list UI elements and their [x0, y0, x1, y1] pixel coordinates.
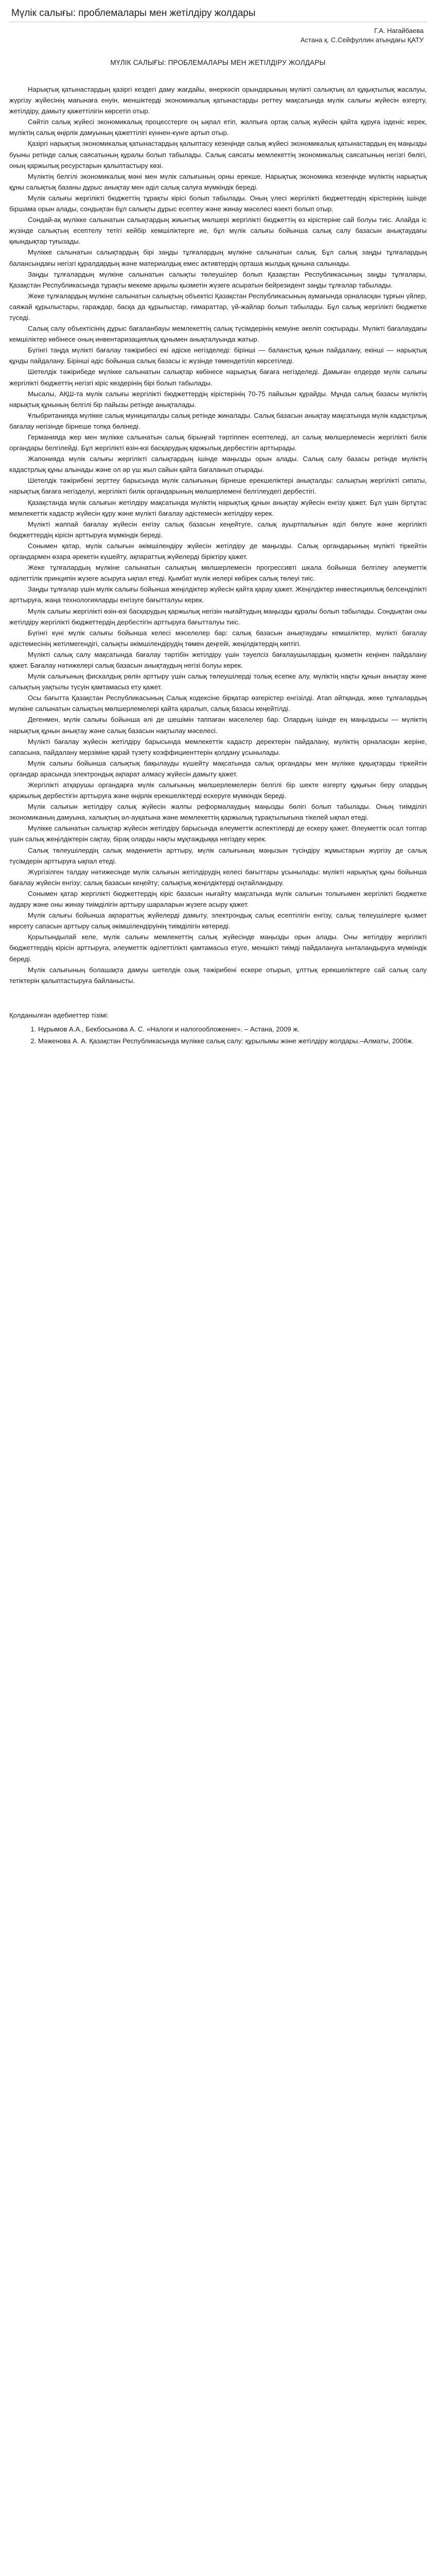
- body-paragraph: Германияда жер мен мүлікке салынатын салық бірыңғай тәртіппен есептеледі, ал салық мөлшерлемесін жергілікті билік органдары белгілейді. Бұл жергілікті өзін-өзі басқарудың қаржылық дербестігін арттырады.: [9, 433, 427, 452]
- body-paragraph: Салық төлеушілердің салық мәдениетін арттыру, мүлік салығының маңызын түсіндіру жұмыстарын жүргізу де салық түсімдерін арттыруға ықпал етеді.: [9, 846, 427, 865]
- body-paragraph: Бүгінгі таңда мүлікті бағалау тәжірибесі екі әдіске негізделеді: бірінші — баланстық құнын пайдалану, екінші — нарықтық құнды пайдалану. Бірінші әдіс бойынша салық базасы іс жүзінде төмендетіліп көрсетіледі.: [9, 346, 427, 365]
- body-paragraph: Қорытындылай келе, мүлік салығы мемлекеттің салық жүйесінде маңызды орын алады. Оны жетілдіру жергілікті бюджеттердің кірісін арттыруға, әлеуметтік әділеттілікті қамтамасыз етуге, меншікті тиімді пайдалануға ынталандыруға мүмкіндік береді.: [9, 933, 427, 963]
- body-paragraph: Салық салу объектісінің дұрыс бағаланбауы мемлекеттің салық түсімдерінің кемуіне әкеліп соқтырады. Мүлікті бағалаудағы кемшіліктер көбінесе оның инвентаризациялық құнымен анықталуында жатыр.: [9, 325, 427, 344]
- body-paragraph: Мүлік салығы бойынша ақпараттық жүйелерді дамыту, электрондық салық есептілігін енгізу, салық төлеушілерге қызмет көрсету сапасын арттыру салық әкімшілендіруінің тиімділігін көтереді.: [9, 911, 427, 930]
- body-paragraph: Мүлікті салық салу мақсатында бағалау тәртібін жетілдіру үшін тәуелсіз бағалаушылардың қызметін кеңінен пайдалану қажет. Бағалау нәтижелері салық базасын анықтаудың негізі болуы керек.: [9, 650, 427, 669]
- body-paragraph: Сөйтіп салық жүйесі экономикалық процесстерге оң ықпал етіп, жалпыға ортақ салық жүйесін қайта құруға ізденіс керек, мүліктің салық өңірлік дамуының қажеттілігі күннен-күнге артып отыр.: [9, 118, 427, 137]
- body-paragraph: Жергілікті атқарушы органдарға мүлік салығының мөлшерлемелерін белгілі бір шекте өзгерту құқығын беру олардың қаржылық дербестігін арттыруға және өңірлік ерекшеліктерді ескеруге мүмкіндік береді.: [9, 781, 427, 800]
- body-paragraph: Мүлікке салынатын салықтардың бірі заңды тұлғалардың мүлкіне салынатын салық. Бұл салық заңды тұлғалардың балансындағы негізгі құралдардың және материалдық емес активтердің орташа жылдық құнына салынады.: [9, 248, 427, 267]
- body-paragraph: Бүгінгі күні мүлік салығы бойынша келесі мәселелер бар: салық базасын анықтаудағы кемшіліктер, мүлікті бағалау әдістемесінің жетілмегендігі, салықты әкімшілендірудің төмен деңгейі, жеңілдіктердің көптігі.: [9, 629, 427, 648]
- body-paragraph: Қазіргі нарықтық экономикалық қатынастардың қалыптасу кезеңінде салық жүйесі экономикалық қатынастардың ең маңызды буыны ретінде салық саясатының құралы болып табылады. Салық саясаты мемлекеттің экономикалық саясатының негізгі бөлігі, оның қаржылық ресурстарын қалыптастыру көзі.: [9, 140, 427, 170]
- article-body: [9, 84, 427, 986]
- body-paragraph: Мүлік салығы жергілікті бюджеттің тұрақты кірісі болып табылады. Оның үлесі жергілікті бюджеттердің кірістерінің ішінде біршама орын алады, сондықтан бұл салықты дұрыс есептеу және жинау мәселесі өзекті болып отыр.: [9, 194, 427, 213]
- body-paragraph: Шетелдік тәжірибеде мүлікке салынатын салықтар көбінесе нарықтық бағаға негізделеді. Дамыған елдерде мүлік салығы жергілікті бюджеттің негізгі кіріс көздерінің бірі болып табылады.: [9, 368, 427, 387]
- body-paragraph: Заңды тұлғалар үшін мүлік салығы бойынша жеңілдіктер жүйесін қайта қарау қажет. Жеңілдіктер инвестициялық белсенділікті арттыруға, жаңа технологияларды енгізуге бағытталуы керек.: [9, 585, 427, 604]
- body-paragraph: Нарықтық қатынастардың қазіргі кездегі даму жағдайы, өнеркәсіп орындарының мүлікті салықтың ал құқықтылық жасалуы, жүргізу жүйесінің мағынаға енуін, меншіктерді экономикалық қатынастарды реттеу мақсатында мүлік салығы жүйесін өзгерту, жетілдіру, дамыту қажеттілігін көрсетіп отыр.: [9, 86, 427, 115]
- references-section: [9, 1010, 427, 1046]
- references-title: Қолданылған әдебиеттер тізімі:: [9, 1011, 109, 1019]
- body-paragraph: Ұлыбританияда мүлікке салық муниципалды салық ретінде жиналады. Салық базасын анықтау мақсатында мүлік кадастрлық бағалау негізінде бірнеше топқа бөлінеді.: [9, 411, 427, 430]
- body-paragraph: Сонымен қатар жергілікті бюджеттердің кіріс базасын нығайту мақсатында мүлік салығын толығымен жергілікті бюджетке аудару және оны жинау тиімділігін арттыру шараларын жүзеге асыру қажет.: [9, 889, 427, 909]
- body-paragraph: Қазақстанда мүлік салығын жетілдіру мақсатында мүліктің нарықтық құнын анықтау жүйесін енгізу қажет. Бұл үшін біртұтас мемлекеттік кадастр жүйесін құру және мүлікті бағалау әдістемесін жетілдіру керек.: [9, 498, 427, 517]
- body-paragraph: Мысалы, АҚШ-та мүлік салығы жергілікті бюджеттердің кірістерінің 70-75 пайызын құрайды. Мұнда салық базасы мүліктің нарықтық құнының белгілі бір пайызы ретінде анықталады.: [9, 389, 427, 409]
- page-title: Мүлік салығы: проблемалары мен жетілдіру жолдары: [9, 6, 427, 22]
- author-affiliation: Астана қ. С.Сейфуллин атындағы ҚАТУ: [300, 36, 424, 44]
- body-paragraph: Шетелдік тәжірибені зерттеу барысында мүлік салығының бірнеше ерекшеліктері анықталды: салықтың жергілікті сипаты, нарықтық бағаға негізделуі, жергілікті билік органдарының мөлшерлемені белгілеудегі дербестігі.: [9, 477, 427, 496]
- body-paragraph: Жеке тұлғалардың мүлкіне салынатын салықтың мөлшерлемесін прогрессивті шкала бойынша белгілеу әлеуметтік әділеттілік принципін жүзеге асыруға ықпал етеді. Қымбат мүлік иелері көбірек салық төлеуі тиіс.: [9, 564, 427, 583]
- body-paragraph: Сондай-ақ мүлікке салынатын салықтардың жиынтық мөлшері жергілікті бюджеттің өз кірістеріне сай болуы тиіс. Алайда іс жүзінде салықтың есептелу тетігі кейбір кемшіліктерге ие, бұл мүлік салығы бойынша салық салу базасын анықтаудағы қиындықтар туғызады.: [9, 216, 427, 246]
- body-paragraph: Мүлік салығының болашақта дамуы шетелдік озық тәжірибені ескере отырып, ұлттық ерекшеліктерге сай салық салу тетіктерін қалыптастыруға байланысты.: [9, 965, 427, 985]
- body-paragraph: Дегенмен, мүлік салығы бойынша әлі де шешімін таппаған мәселелер бар. Олардың ішінде ең маңыздысы — мүліктің нарықтық құнын анықтау және салық базасын нақтылау мәселесі.: [9, 716, 427, 735]
- body-paragraph: Мүлікті бағалау жүйесін жетілдіру барысында мемлекеттік кадастр деректерін пайдалану, мүліктің орналасқан жеріне, сапасына, пайдалану мерзіміне қарай түзету коэффициенттерін қолдану ұсынылады.: [9, 737, 427, 756]
- reference-item: 1. Нұрымов А.А., Бекбосынова А. С. «Налоги и налогообложение». – Астана, 2009 ж.: [38, 1024, 427, 1035]
- body-paragraph: Мүлік салығы бойынша салықтық бақылауды күшейту мақсатында салық органдары мен мүлікке құқықтарды тіркейтін органдар арасында электрондық ақпарат алмасу жүйесін дамыту қажет.: [9, 759, 427, 778]
- reference-item: 2. Мәженова А. А. Қазақстан Республикасында мүлікке салық салу: құрылымы және жетілдіру жолдары.–Алматы, 2006ж.: [38, 1036, 427, 1046]
- body-paragraph: Мүліктің белгілі экономикалық мәні мен мүлік салығының орны ерекше. Нарықтық экономика кезеңінде мүліктің нарықтық құны салықтық базаны дұрыс анықтау мен әділ салық салуға мүмкіндік береді.: [9, 172, 427, 191]
- body-paragraph: Жеке тұлғалардың мүлкіне салынатын салықтың объектісі Қазақстан Республикасының аумағында орналасқан тұрғын үйлер, саяжай құрылыстары, гараждар, басқа да құрылыстар, ғимараттар, үй-жайлар болып табылады. Бұл салық жергілікті бюджетке түседі.: [9, 292, 427, 321]
- body-paragraph: Осы бағытта Қазақстан Республикасының Салық кодексіне бірқатар өзгерістер енгізілді. Атап айтқанда, жеке тұлғалардың мүлкіне салынатын салықтың мөлшерлемелері қайта қаралып, салық базасы кеңейтілді.: [9, 694, 427, 713]
- author-name: Г.А. Нагайбаева: [374, 27, 424, 35]
- body-paragraph: Сонымен қатар, мүлік салығын әкімшілендіру жүйесін жетілдіру де маңызды. Салық органдарының мүлікті тіркейтін органдармен өзара әрекетін күшейту, ақпараттық жүйелерді біріктіру қажет.: [9, 541, 427, 561]
- body-paragraph: Мүлікті жаппай бағалау жүйесін енгізу салық базасын кеңейтуге, салық ауыртпалығын әділ бөлуге және жергілікті бюджеттердің кірісін арттыруға мүмкіндік береді.: [9, 520, 427, 539]
- references-list: [9, 1024, 427, 1046]
- body-paragraph: Мүлік салығын жетілдіру салық жүйесін жалпы реформалаудың маңызды бөлігі болып табылады. Оның тиімділігі экономиканың дамуына, халықтың әл-ауқатына және мемлекеттің қаржылық тұрақтылығына тікелей ықпал етеді.: [9, 803, 427, 822]
- body-paragraph: Жапонияда мүлік салығы жергілікті салықтардың ішінде маңызды орын алады. Салық салу базасы ретінде мүліктің кадастрлық құны алынады және ол әр үш жыл сайын қайта бағаланып отырады.: [9, 455, 427, 474]
- body-paragraph: Мүлік салығының фискалдық рөлін арттыру үшін салық төлеушілерді толық есепке алу, мүліктің нақты құнын анықтау және салықтың уақтылы түсуін қамтамасыз ету қажет.: [9, 672, 427, 691]
- author-block: [9, 26, 427, 45]
- body-paragraph: Мүлік салығы жергілікті өзін-өзі басқарудың қаржылық негізін нығайтудың маңызды құралы болып табылады. Сондықтан оны жетілдіру жергілікті бюджеттердің дербестігін арттыруға бағытталуы тиіс.: [9, 607, 427, 626]
- body-paragraph: Заңды тұлғалардың мүлкіне салынатын салықты төлеушілер болып Қазақстан Республикасының заңды тұлғалары, Қазақстан Республикасында тұрақты мекеме арқылы қызметін жүзеге асыратын бейрезидент заңды тұлғалар табылады.: [9, 270, 427, 289]
- body-paragraph: Жүргізілген талдау нәтижесінде мүлік салығын жетілдірудің келесі бағыттары ұсынылады: мүлікті нарықтық құны бойынша бағалау жүйесін енгізу; салық базасын кеңейту; салықтық жеңілдіктерді оңтайландыру.: [9, 868, 427, 887]
- document-title: МҮЛІК САЛЫҒЫ: ПРОБЛЕМАЛАРЫ МЕН ЖЕТІЛДІРУ ЖОЛДАРЫ: [110, 59, 326, 66]
- body-paragraph: Мүлікке салынатын салықтар жүйесін жетілдіру барысында әлеуметтік аспектілерді де ескеру қажет. Әлеуметтік осал топтар үшін салық жеңілдіктерін сақтау, бірақ оларды нақты мұқтаждыққа негіздеу керек.: [9, 824, 427, 843]
